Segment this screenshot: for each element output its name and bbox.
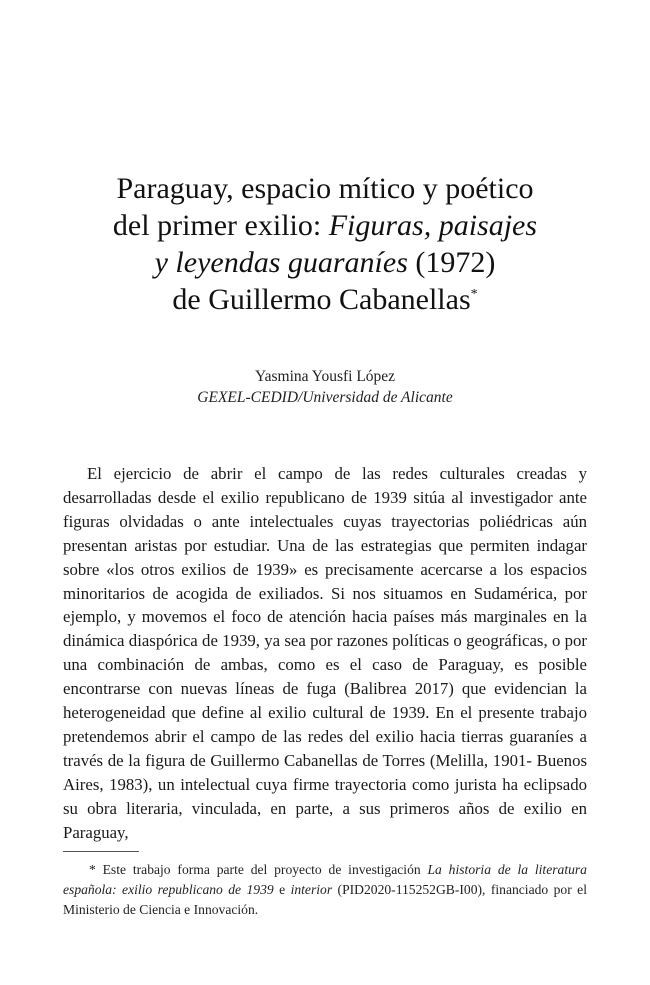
title-line-2-plain: del primer exilio: [112,209,329,242]
title-line-3-plain: (1972) [407,246,496,279]
footnote-italic-interior: interior [290,882,333,897]
footnote-italic-title: La historia de la literatura española: exilio republicano de 1939 [63,862,587,897]
title-line-2 [60,207,590,244]
title-line-4 [60,281,590,318]
body-paragraph [63,462,587,845]
title-footnote-marker[interactable]: * [470,287,478,302]
title-line-2-italic: Figuras, paisajes [328,209,538,242]
footnote-text-between: e [273,882,291,897]
author-affiliation: GEXEL-CEDID/Universidad de Alicante [197,389,453,406]
author-block [60,366,590,408]
footnote-text-before: Este trabajo forma parte del proyecto de investigación [102,862,428,877]
body-paragraph-text: El ejercicio de abrir el campo de las redes culturales creadas y desarrolladas desde el exilio republicano de 1939 sitúa al investigador ante figuras olvidadas o ante intelectuales cuyas trayectorias poliédricas aún presentan aristas por estudiar. Una de las estrategias que permiten indagar sobre «los otros exilios de 1939» es precisamente acercarse a los espacios minoritarios de acogida de exiliados. Si nos situamos en Sudamérica, por ejemplo, y movemos el foco de atención hacia países más marginales en la dinámica diaspórica de 1939, ya sea por razones políticas o geográficas, o por una combinación de ambas, como es el caso de Paraguay, es posible encontrarse con nuevas líneas de fuga (Balibrea 2017) que evidencian la heterogeneidad que define al exilio cultural de 1939. En el presente trabajo pretendemos abrir el campo de las redes del exilio hacia tierras guaraníes a través de la figura de Guillermo Cabanellas de Torres (Melilla, 1901- Buenos Aires, 1983), un intelectual cuya firme trayectoria como jurista ha eclipsado su obra literaria, vinculada, en parte, a sus primeros años de exilio en Paraguay, [63,464,587,842]
footnote-marker: * [89,862,96,877]
title-line-4-text: de Guillermo Cabanellas [172,283,471,316]
title-line-3-italic: y leyendas guaraníes [154,246,408,279]
footnote-text-after: (PID2020-115252GB-I00), financiado por el Ministerio de Ciencia e Innovación. [63,882,587,917]
footnote [63,860,587,920]
author-name: Yasmina Yousfi López [254,368,396,385]
title-line-3 [60,244,590,281]
article-title [60,170,590,318]
footnote-divider [63,851,139,852]
title-line-1: Paraguay, espacio mítico y poético [116,172,534,205]
